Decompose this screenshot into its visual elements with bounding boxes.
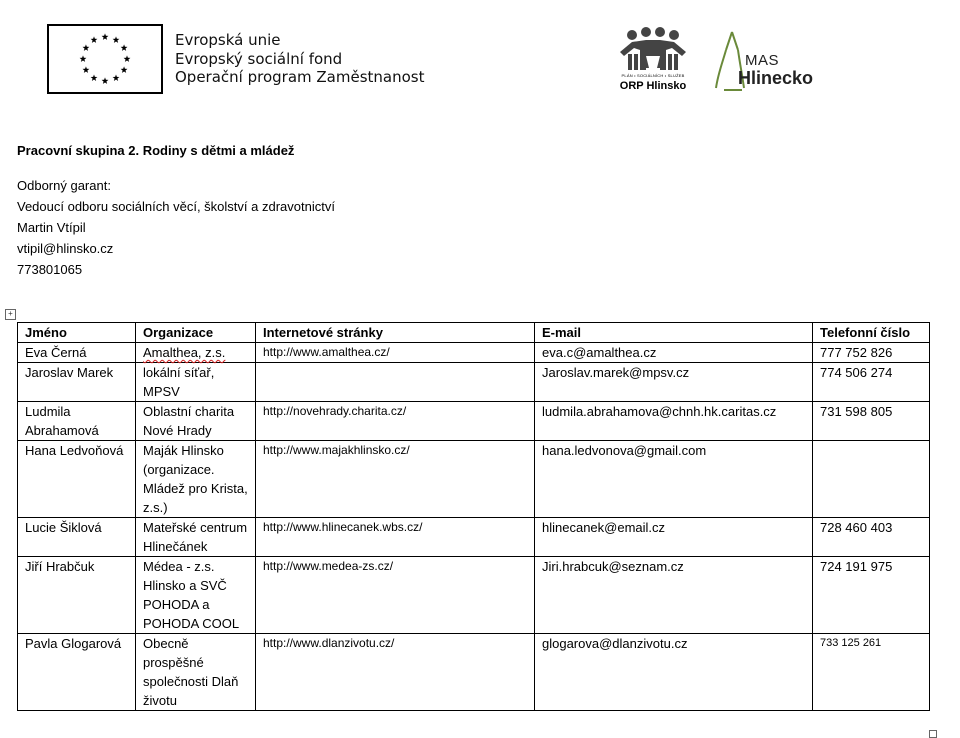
cell-phone: 724 191 975	[813, 557, 930, 634]
cell-phone: 728 460 403	[813, 518, 930, 557]
table-row	[18, 343, 930, 363]
eu-stars-icon	[49, 26, 161, 92]
cell-name: Jiří Hrabčuk	[18, 557, 136, 634]
cell-email[interactable]: ludmila.abrahamova@chnh.hk.caritas.cz	[535, 402, 813, 441]
cell-organization: Médea - z.s. Hlinsko a SVČ POHODA a POHODA COOL	[136, 557, 256, 634]
eu-star-icon	[113, 74, 120, 81]
eu-star-icon	[91, 74, 98, 81]
cell-organization: lokální síťař, MPSV	[136, 363, 256, 402]
cell-email[interactable]: hlinecanek@email.cz	[535, 518, 813, 557]
orp-label: ORP Hlinsko	[619, 80, 687, 92]
cell-name: Lucie Šiklová	[18, 518, 136, 557]
table-header-row	[18, 323, 930, 343]
eu-star-icon	[113, 36, 120, 43]
header-organization: Organizace	[136, 323, 256, 343]
eu-text-block	[175, 31, 425, 87]
guarantor-email[interactable]: vtipil@hlinsko.cz	[17, 241, 114, 256]
orp-tagline: PLÁN • SOCIÁLNÍCH • SLUŽEB	[621, 73, 685, 78]
cell-website[interactable]: http://novehrady.charita.cz/	[256, 402, 535, 441]
cell-organization: Mateřské centrum Hlinečánek	[136, 518, 256, 557]
cell-website[interactable]: http://www.amalthea.cz/	[256, 343, 535, 363]
cell-email[interactable]: Jaroslav.marek@mpsv.cz	[535, 363, 813, 402]
eu-line-1: Evropská unie	[175, 31, 281, 49]
cell-name: Eva Černá	[18, 343, 136, 363]
cell-organization: Maják Hlinsko (organizace. Mládež pro Krista, z.s.)	[136, 441, 256, 518]
cell-website[interactable]: http://www.medea-zs.cz/	[256, 557, 535, 634]
table-row	[18, 402, 930, 441]
table-row	[18, 634, 930, 711]
guarantor-name: Martin Vtípil	[17, 220, 86, 235]
cell-organization: Obecně prospěšné společnosti Dlaň životu	[136, 634, 256, 711]
guarantor-block	[17, 175, 335, 280]
cell-email[interactable]: eva.c@amalthea.cz	[535, 343, 813, 363]
eu-star-icon	[83, 44, 90, 51]
cell-website[interactable]: http://www.hlinecanek.wbs.cz/	[256, 518, 535, 557]
cell-email[interactable]: hana.ledvonova@gmail.com	[535, 441, 813, 518]
mas-subtitle: Hlinecko	[738, 68, 814, 88]
cell-phone	[813, 441, 930, 518]
org-text: Amalthea, z.s.	[143, 345, 226, 360]
guarantor-label: Odborný garant:	[17, 178, 111, 193]
header-phone: Telefonní číslo	[813, 323, 930, 343]
cell-name: Pavla Glogarová	[18, 634, 136, 711]
cell-name: Jaroslav Marek	[18, 363, 136, 402]
cell-organization	[136, 343, 256, 363]
eu-flag-logo	[47, 24, 163, 94]
table-resize-handle[interactable]	[929, 730, 937, 738]
header-email: E-mail	[535, 323, 813, 343]
table-row	[18, 363, 930, 402]
contacts-table	[17, 322, 930, 711]
cell-organization: Oblastní charita Nové Hrady	[136, 402, 256, 441]
header-name: Jméno	[18, 323, 136, 343]
cell-name: Ludmila Abrahamová	[18, 402, 136, 441]
table-row	[18, 557, 930, 634]
cell-email[interactable]: glogarova@dlanzivotu.cz	[535, 634, 813, 711]
eu-line-2: Evropský sociální fond	[175, 49, 343, 68]
guarantor-role: Vedoucí odboru sociálních věcí, školství a zdravotnictví	[17, 199, 335, 214]
eu-star-icon	[83, 66, 90, 73]
eu-star-icon	[121, 44, 128, 51]
cell-name: Hana Ledvoňová	[18, 441, 136, 518]
table-move-handle-icon[interactable]: +	[5, 309, 16, 320]
eu-star-icon	[102, 77, 109, 84]
cell-phone: 774 506 274	[813, 363, 930, 402]
eu-star-icon	[80, 55, 87, 62]
eu-star-icon	[91, 36, 98, 43]
eu-star-icon	[121, 66, 128, 73]
cell-website	[256, 363, 535, 402]
cell-email[interactable]: Jiri.hrabcuk@seznam.cz	[535, 557, 813, 634]
cell-phone: 777 752 826	[813, 343, 930, 363]
cell-website[interactable]: http://www.majakhlinsko.cz/	[256, 441, 535, 518]
cell-website[interactable]: http://www.dlanzivotu.cz/	[256, 634, 535, 711]
cell-phone: 733 125 261	[813, 634, 930, 711]
table-row	[18, 518, 930, 557]
table-row	[18, 441, 930, 518]
eu-star-icon	[102, 33, 109, 40]
cell-phone: 731 598 805	[813, 402, 930, 441]
header-website: Internetové stránky	[256, 323, 535, 343]
mas-title: MAS	[745, 52, 780, 69]
page-title: Pracovní skupina 2. Rodiny s dětmi a mládež	[17, 143, 295, 158]
guarantor-phone: 773801065	[17, 262, 83, 277]
eu-line-3: Operační program Zaměstnanost	[175, 68, 425, 86]
eu-star-icon	[124, 55, 131, 62]
